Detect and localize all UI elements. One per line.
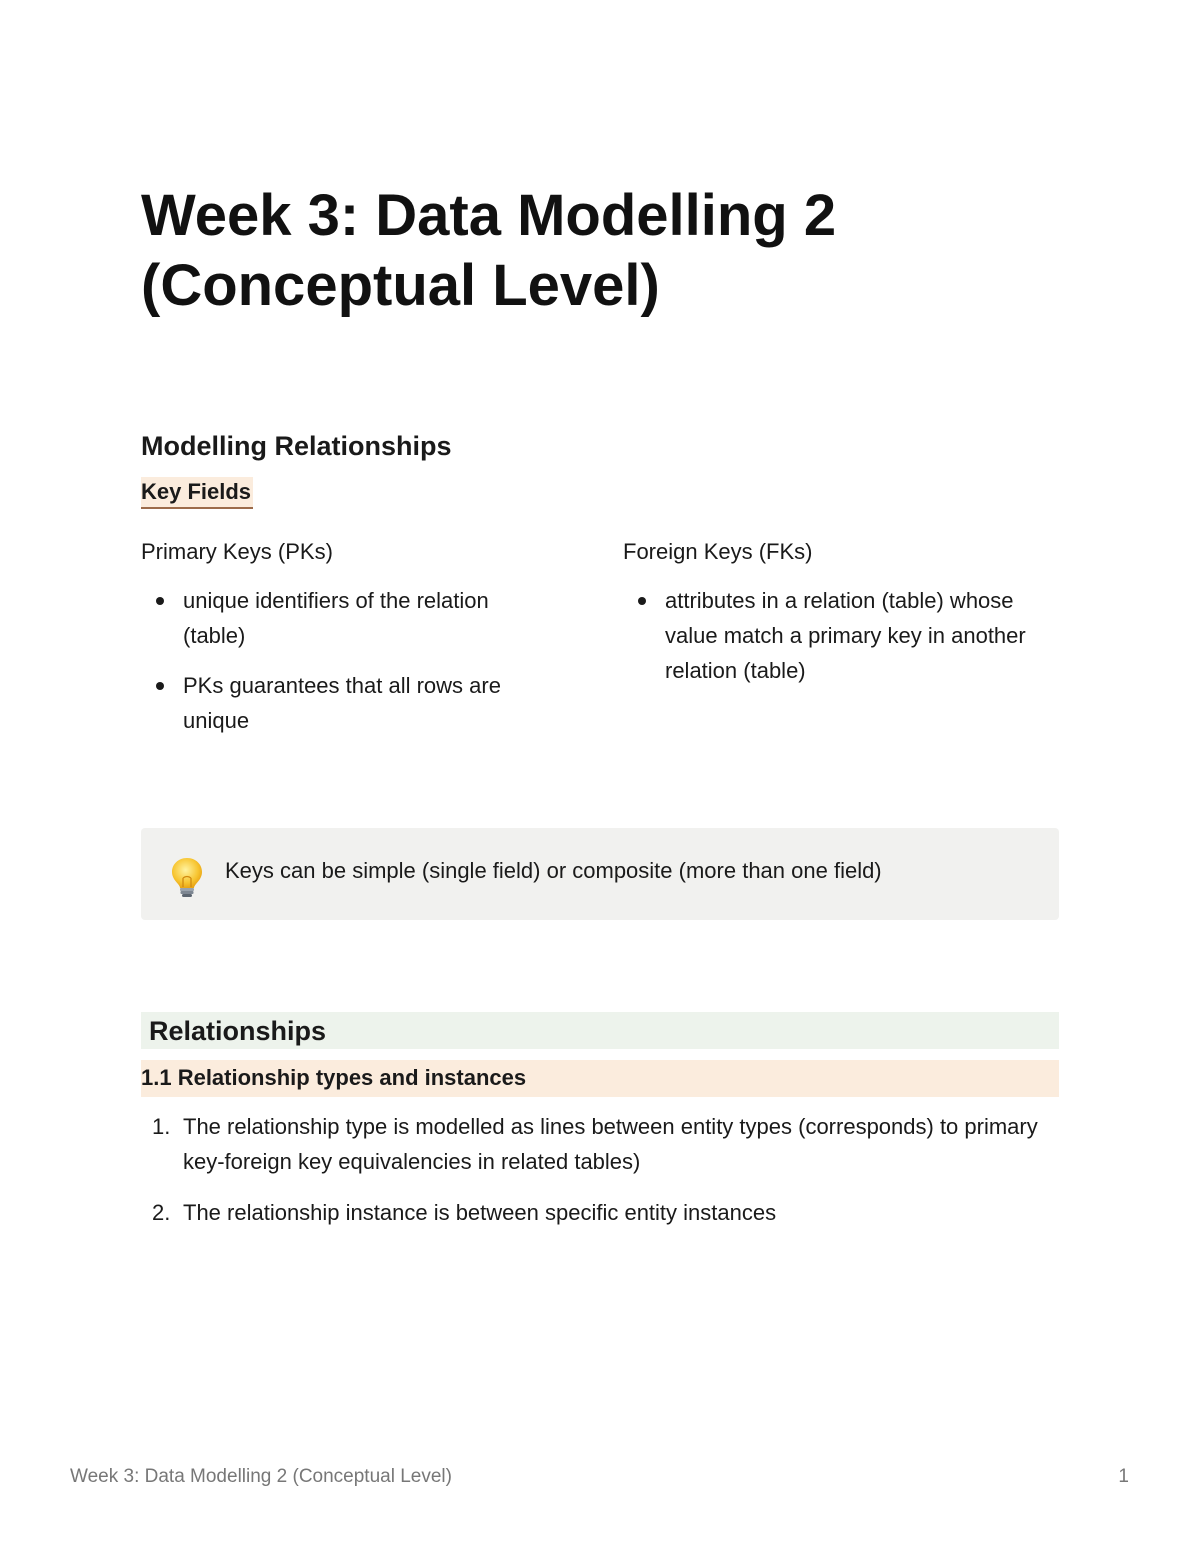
- relationship-types-heading: 1.1 Relationship types and instances: [141, 1060, 1059, 1097]
- lightbulb-icon: [169, 856, 205, 898]
- list-item: [141, 583, 541, 653]
- list-item: [141, 1109, 1041, 1179]
- list-item: [141, 668, 541, 738]
- relationships-list: [141, 1109, 1041, 1246]
- relationships-heading: Relationships: [141, 1012, 1059, 1049]
- page-title-line1: Week 3: Data Modelling 2: [141, 183, 837, 248]
- bullet-icon: [156, 682, 164, 690]
- foreign-keys-column: [623, 534, 1063, 703]
- page-title-line2: (Conceptual Level): [141, 253, 660, 318]
- primary-keys-heading: Primary Keys (PKs): [141, 539, 333, 564]
- list-item: [141, 1195, 1041, 1230]
- list-item-text: attributes in a relation (table) whose value match a primary key in another relation (table): [665, 588, 1026, 683]
- list-item-text: The relationship instance is between specific entity instances: [183, 1200, 777, 1225]
- callout-box: [141, 828, 1059, 920]
- list-item: [623, 583, 1063, 688]
- list-item-text: The relationship type is modelled as lines between entity types (corresponds) to primary key-foreign key equivalencies in related tables): [183, 1114, 1038, 1174]
- list-item-text: PKs guarantees that all rows are unique: [183, 673, 501, 733]
- list-number: 1.: [152, 1114, 171, 1139]
- list-item-text: unique identifiers of the relation (table): [183, 588, 489, 648]
- foreign-keys-heading: Foreign Keys (FKs): [623, 539, 813, 564]
- footer-page-number: 1: [1118, 1466, 1129, 1487]
- section-heading: Modelling Relationships: [141, 431, 452, 461]
- list-number: 2.: [152, 1200, 171, 1225]
- key-fields-heading: Key Fields: [141, 477, 253, 509]
- primary-keys-list: [141, 583, 541, 738]
- bullet-icon: [638, 597, 646, 605]
- foreign-keys-list: [623, 583, 1063, 688]
- callout-text: Keys can be simple (single field) or composite (more than one field): [225, 858, 882, 883]
- footer-title: Week 3: Data Modelling 2 (Conceptual Level): [70, 1466, 452, 1487]
- bullet-icon: [156, 597, 164, 605]
- primary-keys-column: [141, 534, 541, 753]
- page-title: [141, 181, 1041, 321]
